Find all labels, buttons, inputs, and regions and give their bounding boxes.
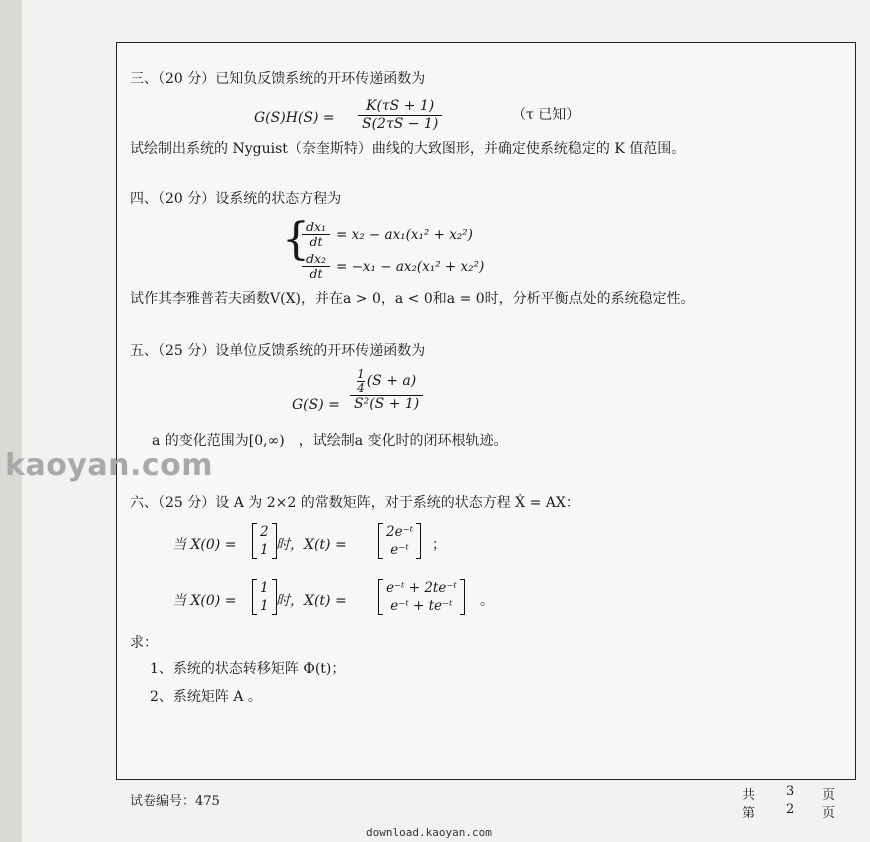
q6-item2: 2、系统矩阵 A 。: [150, 689, 262, 705]
q3-heading: 三、（20 分）已知负反馈系统的开环传递函数为: [130, 71, 426, 87]
q5-coefficient: 1 4: [357, 367, 365, 395]
q6-case1-xt-matrix: 2e⁻ᵗ e⁻ᵗ: [378, 523, 421, 559]
q6-case1-end: ；: [432, 537, 446, 553]
q3-denominator: S(2τS − 1): [362, 116, 439, 132]
q5-task: a 的变化范围为[0,∞) ，试绘制a 变化时的闭环根轨迹。: [152, 433, 508, 449]
page-unit-2: 页: [822, 806, 836, 821]
q6-item1: 1、系统的状态转移矩阵 Φ(t)；: [150, 661, 346, 677]
current-page: 2: [786, 802, 795, 817]
q4-eq2-derivative: $\frac{\text{dx₂}}{dt}$: [302, 252, 330, 281]
q4-heading: 四、（20 分）设系统的状态方程为: [130, 191, 342, 207]
q6-case2-x0-matrix: 1 1: [252, 579, 277, 615]
q5-heading: 五、（25 分）设单位反馈系统的开环传递函数为: [130, 343, 426, 359]
download-url[interactable]: download.kaoyan.com: [366, 826, 492, 839]
total-label: 共: [742, 788, 756, 803]
q6-case2-prefix: 当 X(0) =: [172, 593, 237, 609]
q4-eq1-derivative: $\frac{\text{dx₁}}{dt}$: [302, 220, 330, 249]
q5-fraction: [350, 368, 423, 413]
q3-task: 试绘制出系统的 Nyguist（奈奎斯特）曲线的大致图形，并确定使系统稳定的 K 值范围。: [130, 141, 686, 157]
q6-case1-mid: 时，X(t) =: [276, 537, 347, 553]
q4-eq1-rhs: = x₂ − ax₁(x₁² + x₂²): [336, 227, 473, 243]
q6-ask: 求：: [130, 635, 158, 651]
q6-case2-mid: 时，X(t) =: [276, 593, 347, 609]
system-brace: {: [282, 214, 310, 265]
paper-number: 试卷编号：475: [130, 794, 220, 809]
q4-task: 试作其李雅普若夫函数V(X)，并在a > 0，a < 0和a = 0时，分析平衡点处的系统稳定性。: [130, 291, 695, 307]
q3-fraction: [358, 98, 442, 133]
total-pages: 3: [786, 784, 795, 799]
scan-edge: [0, 0, 22, 842]
q3-lhs: G(S)H(S) =: [254, 110, 335, 126]
q6-case1-x0-matrix: 2 1: [252, 523, 277, 559]
page-unit-1: 页: [822, 788, 836, 803]
q5-numerator-rest: (S + a): [366, 373, 417, 389]
q6-case2-xt-matrix: e⁻ᵗ + 2te⁻ᵗ e⁻ᵗ + te⁻ᵗ: [378, 579, 465, 615]
q5-lhs: G(S) =: [292, 397, 340, 413]
current-label: 第: [742, 806, 756, 821]
q3-note: （τ 已知）: [512, 107, 581, 123]
q6-case1-prefix: 当 X(0) =: [172, 537, 237, 553]
q6-heading: 六、（25 分）设 A 为 2×2 的常数矩阵，对于系统的状态方程 Ẋ = AX：: [130, 495, 580, 511]
q4-eq2-rhs: = −x₁ − ax₂(x₁² + x₂²): [336, 259, 485, 275]
q3-numerator: K(τS + 1): [358, 98, 442, 116]
q6-case2-end: 。: [480, 593, 494, 609]
q5-denominator: S²(S + 1): [354, 396, 420, 412]
watermark: kaoyan.com: [5, 448, 214, 483]
